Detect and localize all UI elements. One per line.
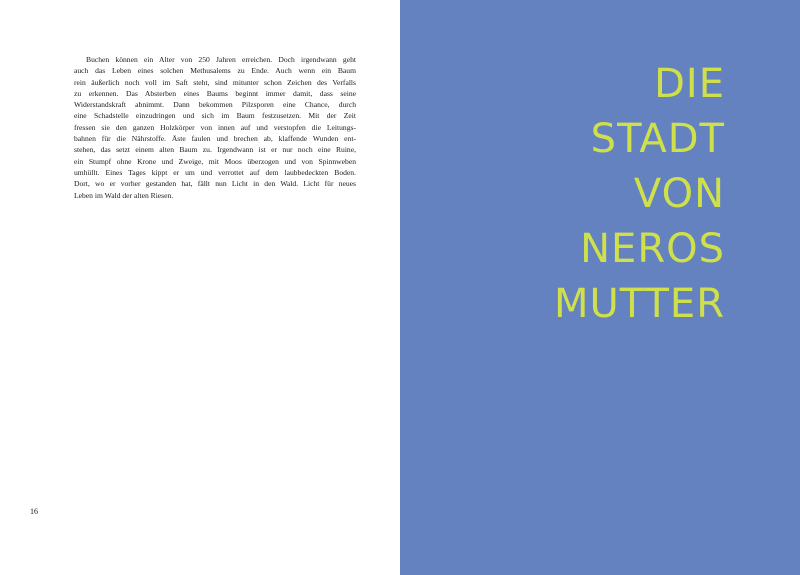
title-line: DIE (654, 61, 725, 107)
paragraph-line: Buchen können ein Alter von 250 Jahren erreichen. Doch irgendwann geht (86, 55, 356, 64)
paragraph-line: auch das Leben eines solchen Methusalems zu Ende. Auch wenn ein Baum (74, 66, 356, 76)
paragraph-line: Widerstandskraft abnimmt. Dann bekommen Pilzsporen eine Chance, durch (74, 100, 356, 110)
paragraph-line: rein äußerlich noch voll im Saft steht, sind mitunter schon Zeichen des Verfalls (74, 77, 356, 87)
paragraph-line: Dort, wo er vorher gestanden hat, fällt nun Licht in den Wald. Licht für neues (74, 179, 356, 189)
paragraph-line: zu erkennen. Das Absterben eines Baums beginnt immer damit, dass seine (74, 88, 356, 98)
chapter-title (554, 57, 725, 332)
title-line: MUTTER (553, 281, 725, 327)
paragraph-line: fressen sie den ganzen Holzkörper von innen auf und verstopfen die Leitungs- (74, 122, 356, 132)
title-line: STADT (590, 116, 725, 162)
paragraph-line: eine Schadstelle einzudringen und sich im Baum festzusetzen. Mit der Zeit (74, 111, 356, 121)
paragraph-line: stehen, das setzt einem alten Baum zu. Irgendwann ist er nur noch eine Ruine, (74, 145, 356, 155)
paragraph-line: bahnen für die Nährstoffe. Äste faulen und brechen ab, klaffende Wunden ent- (74, 134, 356, 144)
right-page (400, 0, 800, 575)
paragraph-line: Leben im Wald der alten Riesen. (74, 190, 174, 200)
paragraph-line: ein Stumpf ohne Krone und Zweige, mit Moos überzogen und von Spinnweben (74, 156, 356, 166)
body-paragraph (74, 54, 356, 201)
page-number: 16 (30, 507, 38, 516)
title-line: NEROS (580, 226, 725, 272)
title-line: VON (633, 171, 725, 217)
paragraph-line: umhüllt. Eines Tages kippt er um und verrottet auf dem laubbedeckten Boden. (74, 167, 356, 177)
